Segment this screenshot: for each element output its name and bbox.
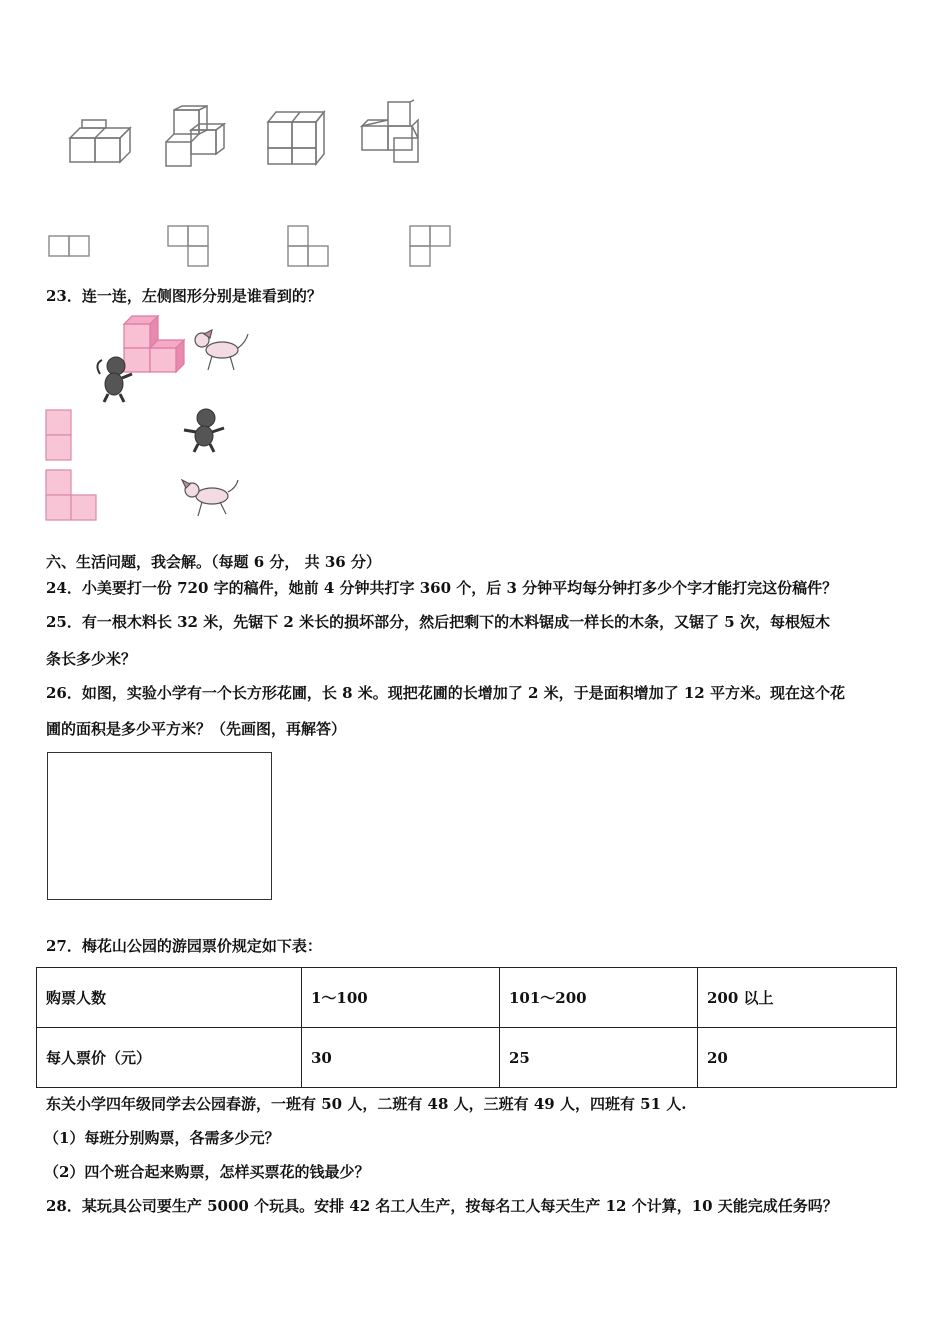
question-26-line-2: 圃的面积是多少平方米？（先画图，再解答） [46,720,347,738]
solid-figure-2 [162,106,222,168]
question-28: 28．某玩具公司要生产 5000 个玩具。安排 42 名工人生产，按每名工人每天生产 12 个计算，10 天能完成任务吗？ [46,1197,838,1215]
view-figure-1 [47,234,91,258]
ticket-price-table [36,967,897,1088]
monkey-icon-right [182,406,228,454]
section-6-title: 六、生活问题，我会解。（每题 6 分， 共 36 分） [46,553,381,571]
table-cell: 每人票价（元） [37,1028,302,1088]
table-cell: 25 [500,1028,698,1088]
question-27-sub-1: （1）每班分别购票，各需多少元？ [44,1129,280,1147]
table-cell: 1～100 [302,968,500,1028]
table-cell: 购票人数 [37,968,302,1028]
pink-view-l-shape [45,469,99,521]
view-figure-2 [166,224,210,268]
solid-figure-4 [358,100,422,166]
dog-icon-right [180,478,242,520]
pink-view-column [45,409,73,461]
question-24: 24．小美要打一份 720 字的稿件，她前 4 分钟共打字 360 个，后 3 分钟平均每分钟打多少个字才能打完这份稿件？ [46,579,838,597]
table-cell: 30 [302,1028,500,1088]
question-27-intro: 27．梅花山公园的游园票价规定如下表： [46,937,322,955]
solid-figure-1 [66,120,126,180]
drawing-box [47,752,272,900]
table-row [37,968,897,1028]
table-row [37,1028,897,1088]
dog-icon [190,330,250,374]
question-23: 23．连一连，左侧图形分别是谁看到的？ [46,287,322,305]
question-26-line-1: 26．如图，实验小学有一个长方形花圃，长 8 米。现把花圃的长增加了 2 米，于是面积增加了 12 平方米。现在这个花 [46,684,845,702]
view-figure-4 [408,224,452,268]
table-cell: 101～200 [500,968,698,1028]
table-cell: 20 [698,1028,897,1088]
question-25-line-1: 25．有一根木料长 32 米，先锯下 2 米长的损坏部分，然后把剩下的木料锯成一样长的木条，又锯了 5 次，每根短木 [46,613,830,631]
view-figure-3 [286,224,330,268]
solid-figure-3 [264,110,322,166]
question-25-line-2: 条长多少米？ [46,650,137,668]
table-cell: 200 以上 [698,968,897,1028]
question-27-context: 东关小学四年级同学去公园春游，一班有 50 人，二班有 48 人，三班有 49 人，四班有 51 人. [46,1095,687,1113]
question-27-sub-2: （2）四个班合起来购票，怎样买票花的钱最少？ [44,1163,370,1181]
monkey-icon [94,354,136,404]
